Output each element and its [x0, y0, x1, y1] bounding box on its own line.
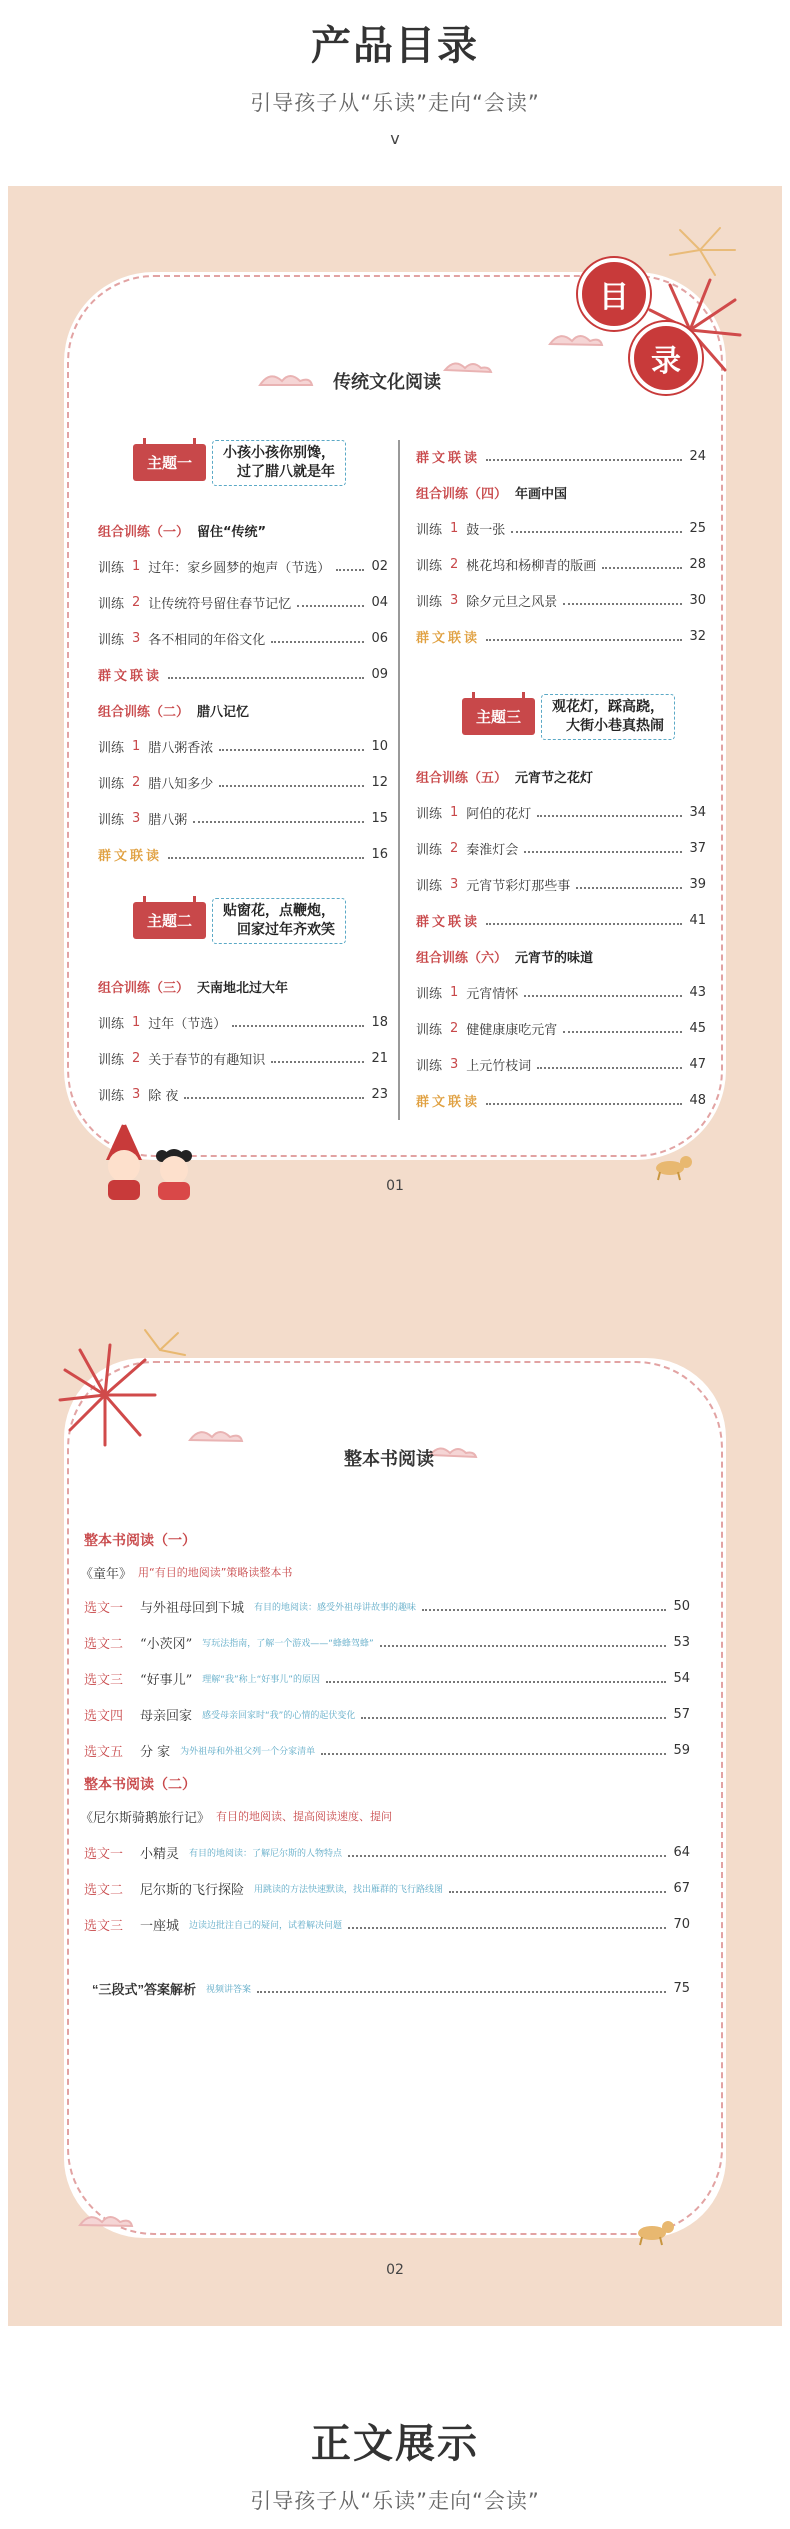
leader-dots	[524, 851, 682, 853]
toc-entry[interactable]	[98, 1048, 388, 1068]
toc-entry[interactable]	[98, 1012, 388, 1032]
corner-char-mu: 目	[578, 258, 650, 330]
entry-num: 1	[450, 520, 459, 536]
group-label: 组合训练（六）	[416, 950, 508, 966]
qunwen-label: 群文联读	[416, 914, 481, 930]
entry-label: 训练	[98, 1016, 125, 1032]
leader-dots	[524, 995, 682, 997]
leader-dots	[219, 785, 364, 787]
entry-title: 腊八粥香浓	[148, 740, 214, 756]
entry-num: 1	[450, 804, 459, 820]
group-label: 组合训练（四）	[416, 486, 508, 502]
selection-title: “小茨冈”	[140, 1636, 193, 1652]
entry-title: 健健康康吃元宵	[466, 1022, 558, 1038]
entry-title: 除 夜	[148, 1088, 179, 1104]
entry-label: 训练	[98, 1052, 125, 1068]
qunwen-label: 群文联读	[98, 668, 163, 684]
entry-label: 训练	[416, 522, 443, 538]
cloud-icon	[540, 316, 640, 356]
leader-dots	[219, 749, 364, 751]
leader-dots	[537, 1067, 682, 1069]
leader-dots	[380, 1645, 666, 1647]
toc-entry[interactable]	[98, 628, 388, 648]
selection-note: 边读边批注自己的疑问，试着解决问题	[189, 1920, 343, 1931]
banner-title-traditional: 传统文化阅读	[333, 372, 441, 393]
selection-title: 小精灵	[140, 1846, 180, 1862]
topic-tag-line2: 过了腊八就是年	[237, 463, 336, 480]
leader-dots	[348, 1855, 666, 1857]
selection-label: 选文三	[84, 1918, 124, 1934]
leader-dots	[486, 639, 682, 641]
dog-icon	[630, 2215, 678, 2245]
leader-dots	[271, 1061, 364, 1063]
entry-page: 54	[673, 1670, 690, 1686]
entry-label: 训练	[98, 1088, 125, 1104]
entry-label: 训练	[98, 632, 125, 648]
book-strategy[interactable]	[80, 1806, 392, 1826]
leader-dots	[486, 1103, 682, 1105]
section-subtitle: 引导孩子从“乐读”走向“会读”	[250, 2489, 540, 2513]
answers-title: “三段式”答案解析	[92, 1981, 197, 1997]
entry-title: 过年：家乡圆梦的炮声（节选）	[148, 560, 331, 576]
section-title: 正文展示	[311, 2412, 479, 2469]
entry-num: 2	[132, 594, 141, 610]
selection-title: “好事儿”	[140, 1672, 193, 1688]
entry-title: 关于春节的有趣知识	[148, 1052, 266, 1068]
entry-page: 37	[689, 840, 706, 856]
entry-page: 06	[371, 630, 388, 646]
column-divider	[398, 440, 400, 1120]
selection-note: 为外祖母和外祖父列一个分家清单	[180, 1746, 316, 1757]
entry-page: 15	[371, 810, 388, 826]
content-showcase-header	[0, 2412, 790, 2515]
page-title: 产品目录	[311, 14, 479, 71]
entry-page: 39	[689, 876, 706, 892]
topic-tag	[212, 898, 346, 944]
topic-tag-line1: 观花灯，踩高跷，	[552, 699, 665, 715]
leader-dots	[257, 1991, 666, 1993]
selection-title: 一座城	[140, 1918, 180, 1934]
entry-page: 02	[371, 558, 388, 574]
qunwen-entry[interactable]	[416, 446, 706, 466]
entry-label: 训练	[416, 594, 443, 610]
selection-title: 与外祖母回到下城	[140, 1600, 245, 1616]
qunwen-entry[interactable]	[98, 664, 388, 684]
book-heading: 整本书阅读（一）	[84, 1533, 196, 1549]
book-heading: 整本书阅读（二）	[84, 1777, 196, 1793]
qunwen-label: 群文联读	[416, 1094, 481, 1110]
selection-note: 有目的地阅读：感受外祖母讲故事的趣味	[254, 1602, 417, 1613]
entry-num: 1	[132, 558, 141, 574]
entry-num: 3	[132, 1086, 141, 1102]
firework-icon	[50, 1325, 190, 1455]
leader-dots	[184, 1097, 364, 1099]
strategy-note: 用“有目的地阅读”策略读整本书	[138, 1566, 293, 1579]
entry-page: 18	[371, 1014, 388, 1030]
selection-label: 选文一	[84, 1846, 124, 1862]
leader-dots	[271, 641, 364, 643]
selection-note: 感受母亲回家时“我”的心情的起伏变化	[202, 1710, 356, 1721]
entry-page: 32	[689, 628, 706, 644]
toc-entry[interactable]	[98, 1084, 388, 1104]
entry-title: 阿伯的花灯	[466, 806, 532, 822]
entry-label: 训练	[416, 806, 443, 822]
entry-label: 训练	[416, 1058, 443, 1074]
entry-num: 2	[450, 1020, 459, 1036]
qunwen-entry[interactable]	[416, 1090, 706, 1110]
entry-page: 28	[689, 556, 706, 572]
qunwen-entry[interactable]	[416, 626, 706, 646]
entry-title: 上元竹枝词	[466, 1058, 532, 1074]
entry-num: 2	[450, 840, 459, 856]
entry-num: 3	[450, 592, 459, 608]
entry-page: 43	[689, 984, 706, 1000]
topic-3	[462, 694, 675, 740]
entry-num: 2	[132, 1050, 141, 1066]
entry-title: 腊八知多少	[148, 776, 214, 792]
entry-page: 12	[371, 774, 388, 790]
topic-badge: 主题一	[133, 444, 206, 481]
topic-tag-line1: 小孩小孩你别馋，	[223, 445, 336, 461]
selection-label: 选文二	[84, 1636, 124, 1652]
entry-label: 训练	[98, 740, 125, 756]
entry-num: 2	[450, 556, 459, 572]
leader-dots	[321, 1753, 666, 1755]
entry-num: 1	[132, 1014, 141, 1030]
entry-title: 元宵情怀	[466, 986, 519, 1002]
entry-num: 1	[450, 984, 459, 1000]
leader-dots	[336, 569, 364, 571]
toc-entry[interactable]	[416, 1018, 706, 1038]
group-label: 组合训练（二）	[98, 704, 190, 720]
selection-label: 选文三	[84, 1672, 124, 1688]
entry-title: 腊八粥	[148, 812, 188, 828]
entry-title: 除夕元旦之风景	[466, 594, 558, 610]
page-subtitle: 引导孩子从“乐读”走向“会读”	[250, 91, 540, 115]
toc-card-page2	[64, 1358, 726, 2238]
entry-page: 45	[689, 1020, 706, 1036]
entry-page: 75	[673, 1980, 690, 1996]
entry-page: 34	[689, 804, 706, 820]
entry-page: 23	[371, 1086, 388, 1102]
selection-label: 选文一	[84, 1600, 124, 1616]
selection-entry[interactable]	[84, 1632, 690, 1652]
entry-page: 41	[689, 912, 706, 928]
entry-label: 训练	[416, 558, 443, 574]
banner-title-whole-book: 整本书阅读	[344, 1449, 434, 1470]
qunwen-label: 群文联读	[98, 848, 163, 864]
leader-dots	[486, 923, 682, 925]
selection-note: 有目的地阅读：了解尼尔斯的人物特点	[189, 1848, 343, 1859]
leader-dots	[361, 1717, 666, 1719]
leader-dots	[576, 887, 682, 889]
leader-dots	[602, 567, 682, 569]
leader-dots	[348, 1927, 666, 1929]
group-title: 元宵节之花灯	[515, 770, 594, 786]
entry-label: 训练	[98, 812, 125, 828]
leader-dots	[168, 857, 364, 859]
entry-title: 桃花坞和杨柳青的版画	[466, 558, 597, 574]
selection-title: 尼尔斯的飞行探险	[140, 1882, 245, 1898]
toc-entry[interactable]	[98, 592, 388, 612]
toc-entry[interactable]	[416, 1054, 706, 1074]
selection-title: 母亲回家	[140, 1708, 193, 1724]
group-label: 组合训练（一）	[98, 524, 190, 540]
topic-badge: 主题二	[133, 902, 206, 939]
page-number-01: 01	[386, 1178, 404, 1194]
leader-dots	[486, 459, 682, 461]
qunwen-entry[interactable]	[98, 844, 388, 864]
selection-label: 选文五	[84, 1744, 124, 1760]
product-catalog-header	[0, 14, 790, 148]
leader-dots	[326, 1681, 666, 1683]
selection-entry[interactable]	[84, 1668, 690, 1688]
entry-page: 59	[673, 1742, 690, 1758]
entry-page: 57	[673, 1706, 690, 1722]
entry-label: 训练	[98, 776, 125, 792]
topic-tag-line1: 贴窗花，点鞭炮，	[223, 903, 336, 919]
entry-title: 过年（节选）	[148, 1016, 227, 1032]
leader-dots	[537, 815, 682, 817]
topic-1	[133, 440, 346, 486]
group-title: 元宵节的味道	[515, 950, 594, 966]
group-heading[interactable]	[416, 766, 593, 786]
book-strategy[interactable]	[80, 1562, 292, 1582]
book-title: 《尼尔斯骑鹅旅行记》	[80, 1810, 211, 1826]
strategy-note: 有目的地阅读、提高阅读速度、提问	[216, 1810, 393, 1823]
topic-tag	[212, 440, 346, 486]
entry-label: 训练	[416, 986, 443, 1002]
entry-page: 25	[689, 520, 706, 536]
selection-note: 用跳读的方法快速默读，找出雁群的飞行路线图	[254, 1884, 444, 1895]
toc-entry[interactable]	[416, 554, 706, 574]
group-title: 留住“传统”	[197, 524, 267, 540]
toc-entry[interactable]	[416, 802, 706, 822]
group-heading[interactable]	[416, 946, 593, 966]
toc-entry[interactable]	[98, 556, 388, 576]
leader-dots	[563, 603, 682, 605]
book-title: 《童年》	[80, 1566, 133, 1582]
entry-label: 训练	[98, 560, 125, 576]
qunwen-label: 群文联读	[416, 630, 481, 646]
toc-entry[interactable]	[98, 808, 388, 828]
toc-entry[interactable]	[416, 874, 706, 894]
selection-note: 理解“我”称上“好事儿”的原因	[202, 1674, 320, 1685]
toc-entry[interactable]	[98, 772, 388, 792]
entry-page: 21	[371, 1050, 388, 1066]
entry-label: 训练	[416, 878, 443, 894]
selection-title: 分 家	[140, 1744, 171, 1760]
group-heading[interactable]	[416, 482, 567, 502]
toc-entry[interactable]	[416, 982, 706, 1002]
page-number-02: 02	[386, 2262, 404, 2278]
leader-dots	[511, 531, 682, 533]
leader-dots	[232, 1025, 364, 1027]
leader-dots	[193, 821, 364, 823]
entry-title: 各不相同的年俗文化	[148, 632, 266, 648]
entry-page: 10	[371, 738, 388, 754]
entry-page: 04	[371, 594, 388, 610]
entry-page: 64	[673, 1844, 690, 1860]
selection-entry[interactable]	[84, 1740, 690, 1760]
group-heading[interactable]	[98, 976, 288, 996]
topic-tag	[541, 694, 675, 740]
group-label: 组合训练（五）	[416, 770, 508, 786]
selection-entry[interactable]	[84, 1704, 690, 1724]
entry-title: 让传统符号留住春节记忆	[148, 596, 292, 612]
selection-label: 选文四	[84, 1708, 124, 1724]
entry-num: 3	[132, 810, 141, 826]
entry-num: 3	[450, 876, 459, 892]
toc-entry[interactable]	[416, 838, 706, 858]
entry-page: 70	[673, 1916, 690, 1932]
leader-dots	[449, 1891, 666, 1893]
entry-page: 50	[673, 1598, 690, 1614]
entry-page: 16	[371, 846, 388, 862]
entry-page: 67	[673, 1880, 690, 1896]
dog-icon	[648, 1150, 696, 1180]
entry-num: 1	[132, 738, 141, 754]
entry-label: 训练	[98, 596, 125, 612]
group-heading[interactable]	[98, 700, 249, 720]
selection-label: 选文二	[84, 1882, 124, 1898]
corner-char-lu: 录	[630, 322, 702, 394]
group-title: 天南地北过大年	[197, 980, 289, 996]
entry-num: 3	[450, 1056, 459, 1072]
group-title: 腊八记忆	[197, 704, 250, 720]
entry-num: 2	[132, 774, 141, 790]
group-heading[interactable]	[98, 520, 266, 540]
toc-entry[interactable]	[416, 590, 706, 610]
answers-entry[interactable]	[92, 1978, 690, 1998]
entry-title: 元宵节彩灯那些事	[466, 878, 571, 894]
entry-page: 30	[689, 592, 706, 608]
answers-note: 视频讲答案	[206, 1984, 252, 1995]
group-label: 组合训练（三）	[98, 980, 190, 996]
entry-num: 3	[132, 630, 141, 646]
topic-badge: 主题三	[462, 698, 535, 735]
entry-page: 53	[673, 1634, 690, 1650]
down-marker: v	[390, 129, 400, 148]
selection-entry[interactable]	[84, 1596, 690, 1616]
group-title: 年画中国	[515, 486, 568, 502]
entry-page: 09	[371, 666, 388, 682]
leader-dots	[168, 677, 364, 679]
entry-page: 24	[689, 448, 706, 464]
toc-entry[interactable]	[98, 736, 388, 756]
cloud-icon	[70, 2195, 160, 2245]
leader-dots	[563, 1031, 682, 1033]
leader-dots	[297, 605, 364, 607]
cloud-icon	[180, 1415, 500, 1475]
topic-2	[133, 898, 346, 944]
entry-page: 47	[689, 1056, 706, 1072]
entry-label: 训练	[416, 842, 443, 858]
entry-title: 秦淮灯会	[466, 842, 519, 858]
entry-label: 训练	[416, 1022, 443, 1038]
selection-entry[interactable]	[84, 1842, 690, 1862]
entry-page: 48	[689, 1092, 706, 1108]
qunwen-entry[interactable]	[416, 910, 706, 930]
selection-note: 写玩法指南，了解一个游戏——“蜂蜂驾蜂”	[202, 1638, 374, 1649]
topic-tag-line2: 回家过年齐欢笑	[237, 921, 336, 938]
leader-dots	[422, 1609, 666, 1611]
toc-entry[interactable]	[416, 518, 706, 538]
qunwen-label: 群文联读	[416, 450, 481, 466]
topic-tag-line2: 大街小巷真热闹	[566, 717, 665, 734]
selection-entry[interactable]	[84, 1914, 690, 1934]
selection-entry[interactable]	[84, 1878, 690, 1898]
entry-title: 鼓一张	[466, 522, 506, 538]
